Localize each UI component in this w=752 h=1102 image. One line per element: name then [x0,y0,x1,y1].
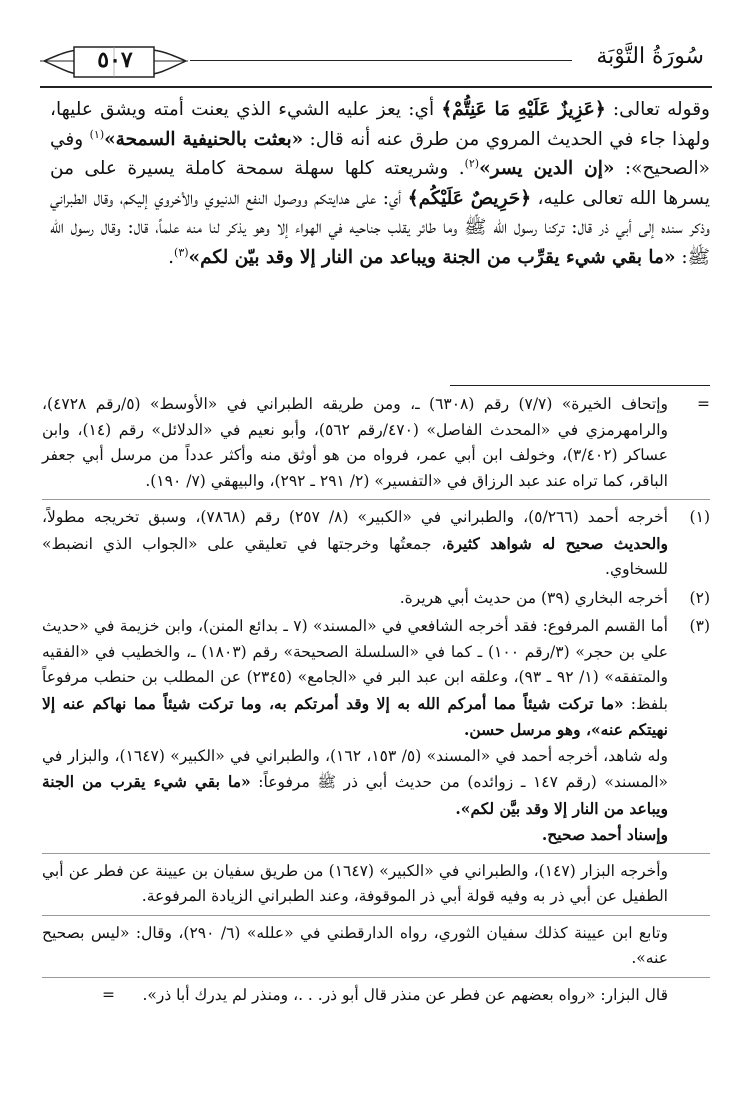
surah-title: سُورَةُ التَّوْبَة [596,44,704,69]
text-segment: أي: يعز عليه الشيء الذي يعنت أمته ويشق عليها، ولهذا جاء في الحديث المروي من طرق عنه أنه قال: [50,99,711,150]
quran-verse: ﴿عَزِيزٌ عَلَيْهِ مَا عَنِتُّمْ﴾ [441,99,606,120]
footnote-paragraph: وإسناد أحمد صحيح. [541,825,668,844]
footnote-text [42,921,668,972]
footnote-divider [42,499,710,500]
footnote-text [42,505,668,583]
text-segment: أي: على هدايتكم ووصول النفع الدنيوي والأخروي إليكم، وقال الطبراني وذكر سنده إلى أبي ذر قال: تركنا رسول الله ﷺ وما طائر يقلب جناحيه في الهواء إلا وهو يذكر لنا منه علماً، قال: وقال رسول الله ﷺ: [50,187,710,268]
footnote-3-continued [42,859,710,910]
footnote-divider [42,977,710,978]
text-segment: وقوله تعالى: [605,99,710,120]
text-segment: . [168,246,175,268]
footnote-3-continued [42,921,710,972]
footnote-divider [42,915,710,916]
quran-verse: ﴿حَرِيصٌ عَلَيْكُم﴾ [407,187,532,209]
footnote-text: أخرجه البخاري (٣٩) من حديث أبي هريرة. [399,588,668,607]
bold-text: «ما بقي شيء يقرِّب من الجنة ويباعد من النار إلا وقد بيّن لكم» [188,246,676,268]
footnotes [42,392,710,1011]
footnote-text [42,983,668,1009]
footnote-text [42,859,668,910]
footnote-continued [42,392,710,494]
footnote-3-continued [42,983,710,1009]
header-bottom-rule [40,86,712,88]
continuation-mark: = [102,985,115,1004]
bold-text: «إن الدين يسر» [479,158,615,179]
text-segment: أما القسم المرفوع: فقد أخرجه الشافعي في «المسند» (٧ ـ بدائع المنن)، وابن خزيمة في «حديث علي بن حجر» (٣/رقم ١٠٠) ـ كما في «السلسلة الصحيحة» رقم (١٨٠٣) ـ، والخطيب في «الفقيه والمتفقه» (١/ ٩٢ ـ ٩٣)، وعلقه ابن عبد البر في «الجامع» (٢٣٤٥) عن المطلب بن حنطب مرفوعاً بلفظ: [42,617,668,713]
text-segment: وفي «الصحيح»: [50,128,710,179]
footnote-paragraph: قال البزار: «رواه بعضهم عن فطر عن منذر قال أبو ذر. . .، ومنذر لم يدرك أبا ذر». [142,985,668,1004]
footnote-paragraph [42,614,668,744]
footnote-text [42,614,668,848]
text-segment: . وشريعته كلها سهلة سمحة كاملة يسيرة على من يسرها الله تعالى عليه، [50,158,710,209]
text-segment: وله شاهد، أخرجه أحمد في «المسند» (٥/ ١٥٣، ١٦٢)، والطبراني في «الكبير» (١٦٤٧)، والبزار في «المسند» (رقم ١٤٧ ـ زوائده) من حديث أبي ذر ﷺ مرفوعاً: [42,746,668,791]
page-header [40,38,712,84]
footnote-mark: (٣) [689,617,710,635]
footnote-mark: (١) [689,508,710,526]
page-number-badge [40,44,188,78]
footnote-separator [450,385,710,386]
main-paragraph [50,95,710,272]
bold-text: «بعثت بالحنيفية السمحة» [104,128,304,150]
footnote-paragraph: وتابع ابن عيينة كذلك سفيان الثوري، رواه الدارقطني في «علله» (٦/ ٢٩٠)، وقال: «ليس بصحيح عنه». [42,923,668,967]
bold-text: «ما بقي شيء يقرب من الجنة ويباعد من النار إلا وقد بيَّن لكم». [42,772,668,818]
footnote-reference: (٣) [174,245,189,259]
footnote-reference: (٢) [464,156,480,170]
bold-text: «ما تركت شيئاً مما أمركم الله به إلا وقد أمرتكم به، وما تركت شيئاً مما نهاكم عنه إلا نهيتكم عنه»، وهو مرسل حسن. [42,693,668,739]
footnote-text: وإتحاف الخيرة» (٧/٧) رقم (٦٣٠٨) ـ، ومن طريقه الطبراني في «الأوسط» (٥/رقم ٤٧٢٨)، والرامهرمزي في «المحدث الفاصل» (٤٧٠/رقم ٥٦٢)، وأبو نعيم في «الدلائل» رقم (١٤)، وابن عساكر (٣/٤٠٢)، وخولف ابن أبي عمر، فرواه من هو أوثق منه وأكثر عدداً من مرسل أبي جعفر الباقر، كما تراه عند عبد الرزاق في «التفسير» (٢/ ٢٩١ ـ ٢٩٢)، والبيهقي (٧/ ١٩٠). [42,395,669,490]
main-text [50,95,710,272]
footnote-3 [42,614,710,848]
footnote-1 [42,505,710,583]
footnote-mark: (٢) [689,588,710,607]
footnote-paragraph [42,744,668,823]
footnote-paragraph: وأخرجه البزار (١٤٧)، والطبراني في «الكبير» (١٦٤٧) من طريق سفيان بن عيينة عن فطر عن أبي الطفيل عن أبي ذر به وفيه قولة أبي ذر الموقوفة، وعند الطبراني الزيادة المرفوعة. [42,861,668,905]
page-number: ٥٠٧ [97,47,133,73]
footnote-divider [42,853,710,854]
footnote-mark: = [697,395,710,413]
footnote-2 [42,586,710,612]
bold-text: والحديث صحيح له شواهد كثيرة [446,533,668,553]
text-segment: ، جمعتُها وخرجتها في تعليقي على «الجواب الذي انضبط» للسخاوي. [42,534,668,578]
header-rule [190,60,572,61]
text-segment: أخرجه أحمد (٥/٢٦٦)، والطبراني في «الكبير» (٨/ ٢٥٧) رقم (٧٨٦٨)، وسبق تخريجه مطولاً، [42,508,668,526]
footnote-reference: (١) [89,127,105,141]
